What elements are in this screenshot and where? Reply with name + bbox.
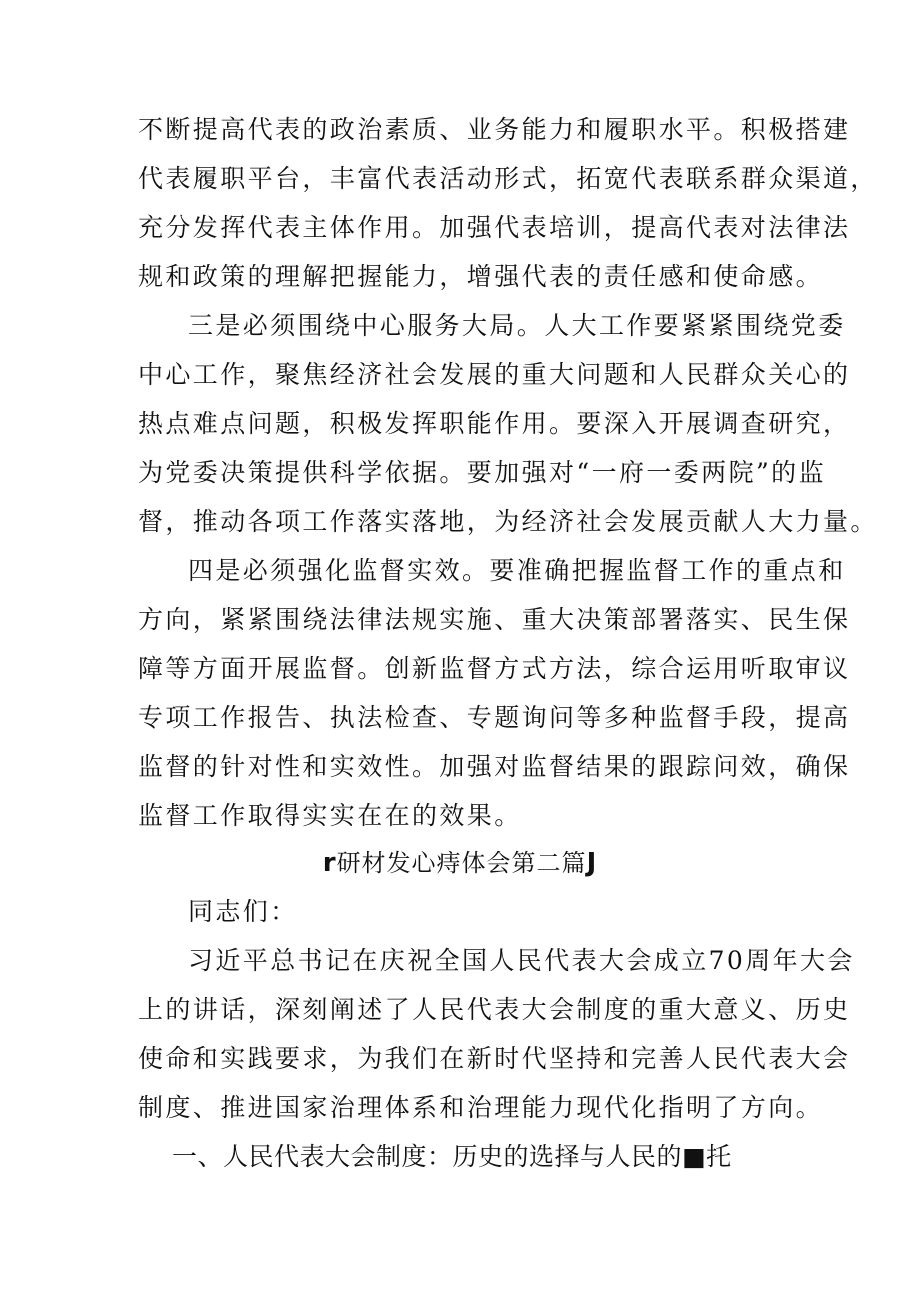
paragraph-1-line-3: 充分发挥代表主体作用。加强代表培训，提高代表对法律法 <box>138 213 851 242</box>
section-title-close-mark: J <box>586 848 598 878</box>
paragraph-3-line-1: 四是必须强化监督实效。要准确把握监督工作的重点和 <box>188 556 846 585</box>
paragraph-2-line-4: 为党委决策提供科学依据。要加强对“一府一委两院”的监 <box>138 458 826 487</box>
paragraph-3-line-6: 监督工作取得实实在在的效果。 <box>138 801 522 830</box>
paragraph-3-line-4: 专项工作报告、执法检查、专题询问等多种监督手段，提高 <box>138 703 851 732</box>
paragraph-2-line-2: 中心工作，聚焦经济社会发展的重大问题和人民群众关心的 <box>138 360 851 389</box>
paragraph-5-line-4: 制度、推进国家治理体系和治理能力现代化指明了方向。 <box>138 1093 824 1122</box>
section-title-text: 研材发心痔体会第二篇 <box>336 849 587 877</box>
section-title-open-mark: r <box>322 848 337 878</box>
salutation: 同志们： <box>188 897 298 926</box>
paragraph-3-line-2: 方向，紧紧围绕法律法规实施、重大决策部署落实、民生保 <box>138 605 851 634</box>
paragraph-2-line-5: 督，推动各项工作落实落地，为经济社会发展贡献人大力量。 <box>138 507 878 536</box>
heading-one: 一、人民代表大会制度：历史的选择与人民的■托 <box>172 1142 732 1171</box>
paragraph-5-line-3: 使命和实践要求，为我们在新时代坚持和完善人民代表大会 <box>138 1044 851 1073</box>
paragraph-1-line-2: 代表履职平台，丰富代表活动形式，拓宽代表联系群众渠道， <box>138 164 878 193</box>
section-title <box>0 848 920 878</box>
paragraph-3-line-3: 障等方面开展监督。创新监督方式方法，综合运用听取审议 <box>138 654 851 683</box>
paragraph-1-line-1: 不断提高代表的政治素质、业务能力和履职水平。积极搭建 <box>138 115 851 144</box>
paragraph-3-line-5: 监督的针对性和实效性。加强对监督结果的跟踪问效，确保 <box>138 752 851 781</box>
paragraph-5-line-2: 上的讲话，深刻阐述了人民代表大会制度的重大意义、历史 <box>138 995 851 1024</box>
paragraph-5-line-1: 习近平总书记在庆祝全国人民代表大会成立70周年大会 <box>188 946 855 975</box>
paragraph-2-line-1: 三是必须围绕中心服务大局。人大工作要紧紧围绕党委 <box>188 311 846 340</box>
paragraph-2-line-3: 热点难点问题，积极发挥职能作用。要深入开展调查研究， <box>138 409 851 438</box>
paragraph-1-line-4: 规和政策的理解把握能力，增强代表的责任感和使命感。 <box>138 262 824 291</box>
